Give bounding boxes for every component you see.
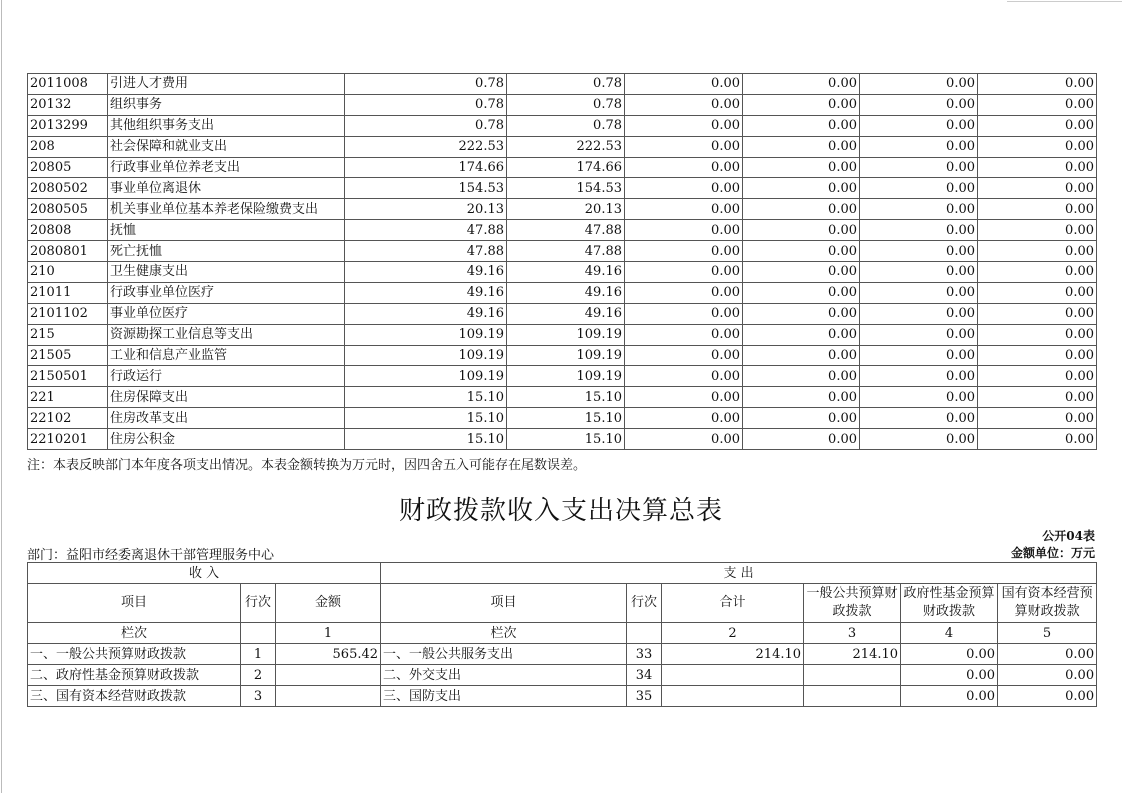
cell-value: 174.66 (345, 157, 507, 178)
column-header-item: 项目 (28, 584, 241, 623)
table-row (28, 74, 1097, 95)
cell-value: 0.78 (345, 115, 507, 136)
subject-name: 住房保障支出 (108, 387, 345, 408)
cell-value: 0.00 (743, 324, 860, 345)
fiscal-summary-table (27, 562, 1097, 707)
subject-name: 社会保障和就业支出 (108, 136, 345, 157)
cell-value: 15.10 (345, 408, 507, 429)
cell-value: 0.00 (625, 178, 743, 199)
table-row (28, 199, 1097, 220)
income-line-no: 2 (241, 665, 276, 686)
cell-value: 0.78 (507, 74, 625, 95)
cell-value: 47.88 (507, 220, 625, 241)
cell-value: 0.00 (978, 282, 1097, 303)
subject-name: 死亡抚恤 (108, 241, 345, 262)
table-row (28, 686, 1097, 707)
subject-code: 21011 (28, 282, 108, 303)
cell-value: 0.00 (978, 262, 1097, 283)
column-index: 1 (276, 623, 381, 644)
column-index-label: 栏次 (28, 623, 241, 644)
cell-value: 0.00 (743, 74, 860, 95)
cell-value: 20.13 (507, 199, 625, 220)
cell-value: 0.00 (625, 366, 743, 387)
table-row (28, 665, 1097, 686)
subject-code: 2080502 (28, 178, 108, 199)
cell-value: 0.00 (625, 115, 743, 136)
cell-value: 49.16 (507, 303, 625, 324)
page-edge-line (1, 0, 2, 793)
column-header-total: 合计 (662, 584, 804, 623)
cell-value: 0.00 (743, 136, 860, 157)
cell-value: 0.00 (860, 241, 978, 262)
cell-value: 0.00 (625, 74, 743, 95)
cell-value: 109.19 (345, 324, 507, 345)
cell-value: 0.00 (860, 178, 978, 199)
expense-general: 214.10 (804, 644, 901, 665)
subject-code: 2210201 (28, 429, 108, 450)
expense-total (662, 665, 804, 686)
column-header-general-budget: 一般公共预算财政拨款 (804, 584, 901, 623)
cell-value: 49.16 (345, 262, 507, 283)
table-row (28, 408, 1097, 429)
table-row (28, 178, 1097, 199)
expense-state: 0.00 (998, 686, 1097, 707)
subject-code: 215 (28, 324, 108, 345)
column-index-empty (241, 623, 276, 644)
column-index-row (28, 623, 1097, 644)
cell-value: 0.00 (978, 387, 1097, 408)
amount-unit-label: 金额单位：万元 (1010, 546, 1095, 560)
cell-value: 0.00 (860, 366, 978, 387)
cell-value: 0.78 (345, 74, 507, 95)
column-header-government-fund: 政府性基金预算财政拨款 (901, 584, 998, 623)
cell-value: 0.00 (743, 366, 860, 387)
cell-value: 0.00 (625, 324, 743, 345)
expense-state: 0.00 (998, 665, 1097, 686)
subject-code: 2013299 (28, 115, 108, 136)
subject-name: 行政事业单位医疗 (108, 282, 345, 303)
table-row (28, 94, 1097, 115)
expense-header: 支 出 (381, 563, 1097, 584)
table-row (28, 366, 1097, 387)
column-index-empty (627, 623, 662, 644)
cell-value: 0.00 (625, 408, 743, 429)
cell-value: 0.00 (743, 345, 860, 366)
cell-value: 0.00 (860, 282, 978, 303)
cell-value: 0.00 (860, 262, 978, 283)
column-header-line: 行次 (627, 584, 662, 623)
expense-line-no: 33 (627, 644, 662, 665)
subject-name: 工业和信息产业监管 (108, 345, 345, 366)
table-row (28, 115, 1097, 136)
cell-value: 0.00 (625, 220, 743, 241)
cell-value: 0.00 (978, 220, 1097, 241)
column-index-label: 栏次 (381, 623, 627, 644)
subject-code: 20805 (28, 157, 108, 178)
cell-value: 0.00 (743, 408, 860, 429)
cell-value: 49.16 (345, 282, 507, 303)
cell-value: 47.88 (345, 220, 507, 241)
table-row (28, 220, 1097, 241)
table-row (28, 324, 1097, 345)
cell-value: 0.00 (860, 324, 978, 345)
subject-name: 卫生健康支出 (108, 262, 345, 283)
cell-value: 49.16 (507, 282, 625, 303)
subject-name: 住房改革支出 (108, 408, 345, 429)
column-header-state-capital: 国有资本经营预算财政拨款 (998, 584, 1097, 623)
table-row (28, 345, 1097, 366)
cell-value: 0.00 (625, 387, 743, 408)
cell-value: 0.00 (978, 408, 1097, 429)
cell-value: 0.00 (743, 220, 860, 241)
cell-value: 15.10 (507, 408, 625, 429)
cell-value: 222.53 (345, 136, 507, 157)
table-row (28, 282, 1097, 303)
cell-value: 0.00 (743, 429, 860, 450)
column-index: 3 (804, 623, 901, 644)
subject-name: 事业单位医疗 (108, 303, 345, 324)
cell-value: 0.00 (860, 303, 978, 324)
department-label: 部门：益阳市经委离退休干部管理服务中心 (27, 548, 275, 563)
cell-value: 0.00 (625, 282, 743, 303)
cell-value: 0.00 (860, 74, 978, 95)
cell-value: 0.00 (743, 199, 860, 220)
cell-value: 0.00 (625, 94, 743, 115)
cell-value: 0.00 (860, 220, 978, 241)
subject-name: 其他组织事务支出 (108, 115, 345, 136)
column-header-line: 行次 (241, 584, 276, 623)
income-header: 收 入 (28, 563, 381, 584)
cell-value: 0.00 (743, 94, 860, 115)
cell-value: 20.13 (345, 199, 507, 220)
subject-code: 2150501 (28, 366, 108, 387)
table-row (28, 157, 1097, 178)
table-row (28, 429, 1097, 450)
cell-value: 0.00 (860, 136, 978, 157)
table-header-row (28, 563, 1097, 584)
expense-line-no: 34 (627, 665, 662, 686)
expenditure-detail-table (27, 73, 1097, 450)
subject-code: 2011008 (28, 74, 108, 95)
column-index: 4 (901, 623, 998, 644)
table-row (28, 241, 1097, 262)
table-row (28, 262, 1097, 283)
cell-value: 0.00 (625, 157, 743, 178)
cell-value: 0.00 (625, 345, 743, 366)
cell-value: 0.00 (978, 178, 1097, 199)
cell-value: 154.53 (345, 178, 507, 199)
expense-item: 一、一般公共服务支出 (381, 644, 627, 665)
cell-value: 0.00 (743, 387, 860, 408)
subject-name: 引进人才费用 (108, 74, 345, 95)
cell-value: 0.78 (345, 94, 507, 115)
cell-value: 109.19 (507, 366, 625, 387)
cell-value: 15.10 (507, 429, 625, 450)
column-index: 5 (998, 623, 1097, 644)
subject-code: 2080505 (28, 199, 108, 220)
cell-value: 0.00 (743, 241, 860, 262)
cell-value: 0.00 (978, 74, 1097, 95)
cell-value: 222.53 (507, 136, 625, 157)
cell-value: 154.53 (507, 178, 625, 199)
subject-code: 22102 (28, 408, 108, 429)
column-index: 2 (662, 623, 804, 644)
cell-value: 15.10 (507, 387, 625, 408)
subject-code: 221 (28, 387, 108, 408)
cell-value: 0.00 (860, 408, 978, 429)
cell-value: 0.00 (978, 136, 1097, 157)
subject-code: 2101102 (28, 303, 108, 324)
expense-state: 0.00 (998, 644, 1097, 665)
subject-name: 行政运行 (108, 366, 345, 387)
cell-value: 0.00 (625, 199, 743, 220)
income-line-no: 3 (241, 686, 276, 707)
cell-value: 0.00 (625, 262, 743, 283)
cell-value: 0.00 (978, 157, 1097, 178)
cell-value: 109.19 (345, 345, 507, 366)
cell-value: 174.66 (507, 157, 625, 178)
cell-value: 0.00 (860, 387, 978, 408)
cell-value: 109.19 (345, 366, 507, 387)
cell-value: 0.00 (978, 324, 1097, 345)
expense-line-no: 35 (627, 686, 662, 707)
subject-name: 组织事务 (108, 94, 345, 115)
income-item: 二、政府性基金预算财政拨款 (28, 665, 241, 686)
subject-code: 21505 (28, 345, 108, 366)
cell-value: 0.00 (978, 429, 1097, 450)
expense-fund: 0.00 (901, 644, 998, 665)
cell-value: 0.78 (507, 115, 625, 136)
cell-value: 0.00 (625, 303, 743, 324)
cell-value: 0.00 (860, 115, 978, 136)
cell-value: 0.00 (743, 303, 860, 324)
expense-general (804, 665, 901, 686)
cell-value: 0.00 (743, 178, 860, 199)
subject-name: 行政事业单位养老支出 (108, 157, 345, 178)
expense-fund: 0.00 (901, 665, 998, 686)
expense-total (662, 686, 804, 707)
income-amount: 565.42 (276, 644, 381, 665)
cell-value: 0.00 (743, 262, 860, 283)
page-edge-line-top (1007, 1, 1122, 2)
cell-value: 15.10 (345, 429, 507, 450)
table-row (28, 303, 1097, 324)
subject-name: 抚恤 (108, 220, 345, 241)
expense-item: 二、外交支出 (381, 665, 627, 686)
column-header-item: 项目 (381, 584, 627, 623)
table-row (28, 387, 1097, 408)
table-footnote: 注：本表反映部门本年度各项支出情况。本表金额转换为万元时，因四舍五入可能存在尾数误差。 (27, 458, 587, 473)
table-row (28, 644, 1097, 665)
expense-general (804, 686, 901, 707)
subject-code: 208 (28, 136, 108, 157)
subject-code: 210 (28, 262, 108, 283)
subject-code: 2080801 (28, 241, 108, 262)
cell-value: 0.00 (978, 94, 1097, 115)
subject-name: 住房公积金 (108, 429, 345, 450)
cell-value: 0.00 (978, 115, 1097, 136)
table-row (28, 136, 1097, 157)
cell-value: 0.00 (860, 429, 978, 450)
cell-value: 0.00 (978, 241, 1097, 262)
income-item: 三、国有资本经营财政拨款 (28, 686, 241, 707)
expense-total: 214.10 (662, 644, 804, 665)
income-amount (276, 686, 381, 707)
cell-value: 109.19 (507, 345, 625, 366)
column-header-amount: 金额 (276, 584, 381, 623)
cell-value: 0.00 (860, 157, 978, 178)
page-title: 财政拨款收入支出决算总表 (398, 496, 723, 526)
cell-value: 49.16 (345, 303, 507, 324)
cell-value: 0.00 (625, 241, 743, 262)
subject-name: 资源勘探工业信息等支出 (108, 324, 345, 345)
cell-value: 0.00 (978, 345, 1097, 366)
cell-value: 0.00 (978, 303, 1097, 324)
cell-value: 0.00 (860, 94, 978, 115)
expense-fund: 0.00 (901, 686, 998, 707)
cell-value: 0.00 (743, 157, 860, 178)
cell-value: 47.88 (345, 241, 507, 262)
cell-value: 0.00 (860, 199, 978, 220)
income-amount (276, 665, 381, 686)
cell-value: 0.00 (978, 199, 1097, 220)
cell-value: 0.00 (978, 366, 1097, 387)
expense-item: 三、国防支出 (381, 686, 627, 707)
cell-value: 0.00 (860, 345, 978, 366)
cell-value: 0.78 (507, 94, 625, 115)
table-header-row (28, 584, 1097, 623)
income-line-no: 1 (241, 644, 276, 665)
cell-value: 0.00 (743, 282, 860, 303)
form-number: 公开04表 (1042, 529, 1095, 543)
cell-value: 15.10 (345, 387, 507, 408)
cell-value: 0.00 (625, 136, 743, 157)
subject-name: 事业单位离退休 (108, 178, 345, 199)
income-item: 一、一般公共预算财政拨款 (28, 644, 241, 665)
cell-value: 109.19 (507, 324, 625, 345)
cell-value: 49.16 (507, 262, 625, 283)
cell-value: 47.88 (507, 241, 625, 262)
subject-name: 机关事业单位基本养老保险缴费支出 (108, 199, 345, 220)
subject-code: 20808 (28, 220, 108, 241)
cell-value: 0.00 (743, 115, 860, 136)
subject-code: 20132 (28, 94, 108, 115)
cell-value: 0.00 (625, 429, 743, 450)
